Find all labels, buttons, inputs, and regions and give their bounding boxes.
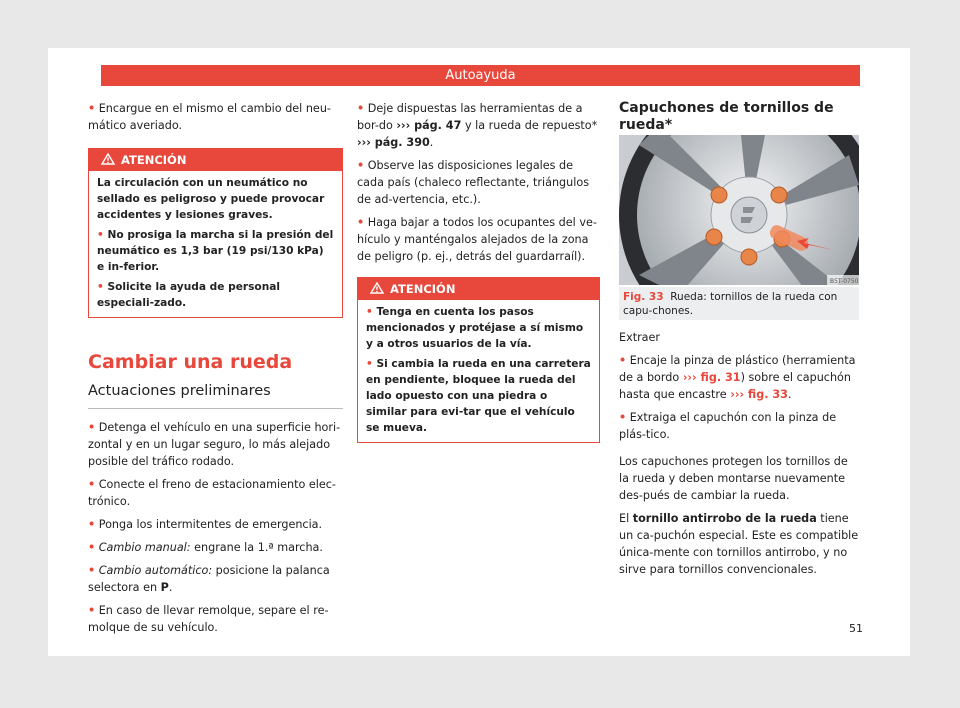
- list-item: [88, 419, 343, 470]
- list-item: [88, 562, 343, 596]
- item-label: Cambio manual:: [98, 541, 191, 554]
- item-text: .: [787, 388, 792, 401]
- warning-item: [97, 227, 334, 275]
- warning-item: [366, 356, 591, 436]
- bullet-icon: •: [366, 306, 373, 318]
- figure-caption: [619, 287, 859, 320]
- warning-text: No prosiga la marcha si la presión del neumático es 1,3 bar (19 psi/130 kPa) e in-ferior.: [97, 229, 334, 273]
- list-item: [619, 352, 859, 403]
- figure-reference-link[interactable]: ››› fig. 33: [730, 388, 788, 401]
- item-label: Cambio automático:: [98, 564, 213, 577]
- list-item: [88, 476, 343, 510]
- paragraph: Los capuchones protegen los tornillos de la rueda y deben montarse nuevamente des-pués de cambiar la rueda.: [619, 455, 848, 502]
- item-text: .: [168, 581, 173, 594]
- paragraph: [619, 510, 859, 578]
- warning-title: ATENCIÓN: [390, 282, 456, 296]
- list-item: [88, 516, 343, 533]
- warning-triangle-icon: [101, 153, 115, 165]
- item-text: .: [429, 136, 434, 149]
- item-text: Encargue en el mismo el cambio del neu-mático averiado.: [88, 102, 331, 132]
- warning-text: Si cambia la rueda en una carretera en pendiente, bloquee la rueda del lado opuesto con una piedra o similar para evi-tar que el vehículo se mueva.: [366, 358, 591, 434]
- bullet-icon: •: [88, 102, 96, 115]
- item-text: engrane la 1.ª marcha.: [190, 541, 323, 554]
- item-text: Conecte el freno de estacionamiento elec-trónico.: [88, 478, 336, 508]
- warning-header: [89, 149, 342, 171]
- warning-item: [366, 304, 591, 352]
- bullet-icon: •: [88, 541, 96, 554]
- item-text: Deje dispuestas las herramientas de a bor-do: [357, 102, 583, 132]
- divider: [88, 408, 343, 409]
- item-text: ) sobre el capuchón hasta que encastre: [619, 371, 851, 401]
- list-item: [88, 100, 343, 134]
- header-title: Autoayuda: [445, 68, 516, 83]
- caption-text: Rueda: tornillos de la rueda con capu-chones.: [623, 291, 838, 317]
- list-item: [357, 100, 600, 151]
- item-text: posicione la palanca selectora en: [88, 564, 330, 594]
- page-reference-link[interactable]: ››› pág. 47: [396, 119, 462, 132]
- section-title: Cambiar una rueda: [88, 351, 293, 373]
- subheading: Extraer: [619, 331, 661, 344]
- column-1: [88, 100, 343, 642]
- section-title: Capuchones de tornillos de rueda*: [619, 100, 834, 133]
- bullet-icon: •: [366, 358, 373, 370]
- bullet-icon: •: [88, 518, 96, 531]
- bullet-icon: •: [97, 281, 104, 293]
- warning-intro: La circulación con un neumático no sellado es peligroso y puede provocar accidentes y lesiones graves.: [97, 177, 325, 221]
- list-item: [88, 539, 343, 556]
- wheel-figure: [619, 135, 859, 285]
- warning-box: [88, 148, 343, 318]
- para-bold: tornillo antirrobo de la rueda: [632, 512, 817, 525]
- para-text: El: [619, 512, 633, 525]
- bullet-icon: •: [619, 411, 627, 424]
- wheel-illustration: [619, 135, 859, 285]
- warning-text: Tenga en cuenta los pasos mencionados y protéjase a sí mismo y a otros usuarios de la vía.: [366, 306, 584, 350]
- warning-item: [97, 279, 334, 311]
- bullet-icon: •: [88, 478, 96, 491]
- bullet-icon: •: [357, 216, 365, 229]
- image-code: B5T-0750: [830, 278, 859, 285]
- bullet-icon: •: [357, 102, 365, 115]
- warning-triangle-icon: [370, 282, 384, 294]
- item-text: Haga bajar a todos los ocupantes del ve-hículo y manténgalos alejados de la zona de peligro (p. ej., detrás del guardarraíl).: [357, 216, 597, 263]
- para-text: tiene un ca-puchón especial. Este es compatible única-mente con tornillos antirrobo, y no sirve para tornillos convencionales.: [619, 512, 859, 576]
- warning-body: [89, 171, 342, 317]
- page-reference-link[interactable]: ››› pág. 390: [357, 136, 430, 149]
- figure-label: Fig. 33: [623, 291, 664, 303]
- item-text: Encaje la pinza de plástico (herramienta de a bordo: [619, 354, 856, 384]
- bullet-icon: •: [88, 421, 96, 434]
- page-header: [101, 65, 860, 86]
- bullet-icon: •: [88, 604, 96, 617]
- item-text: Ponga los intermitentes de emergencia.: [98, 518, 323, 531]
- item-text: En caso de llevar remolque, separe el re-molque de su vehículo.: [88, 604, 329, 634]
- item-text: Extraiga el capuchón con la pinza de plás-tico.: [619, 411, 837, 441]
- warning-title: ATENCIÓN: [121, 153, 187, 167]
- item-text: Observe las disposiciones legales de cada país (chaleco reflectante, triángulos de ad-vertencia, etc.).: [357, 159, 590, 206]
- bullet-icon: •: [357, 159, 365, 172]
- bullet-icon: •: [619, 354, 627, 367]
- figure-reference-link[interactable]: ››› fig. 31: [682, 371, 741, 384]
- bullet-icon: •: [88, 564, 96, 577]
- column-3-body: [619, 329, 859, 584]
- page-number: 51: [849, 622, 863, 635]
- gear-position: P: [160, 581, 169, 594]
- item-text: y la rueda de repuesto*: [461, 119, 598, 132]
- warning-body: [358, 300, 599, 442]
- item-text: Detenga el vehículo en una superficie hori-zontal y en un lugar seguro, lo más alejado posible del tráfico rodado.: [88, 421, 341, 468]
- column-2: [357, 100, 600, 443]
- bullet-icon: •: [97, 229, 104, 241]
- list-item: [88, 602, 343, 636]
- warning-header: [358, 278, 599, 300]
- list-item: [619, 409, 859, 443]
- subsection-title: Actuaciones preliminares: [88, 383, 271, 399]
- warning-text: Solicite la ayuda de personal especiali-zado.: [97, 281, 281, 309]
- list-item: [357, 157, 600, 208]
- list-item: [357, 214, 600, 265]
- warning-box: [357, 277, 600, 443]
